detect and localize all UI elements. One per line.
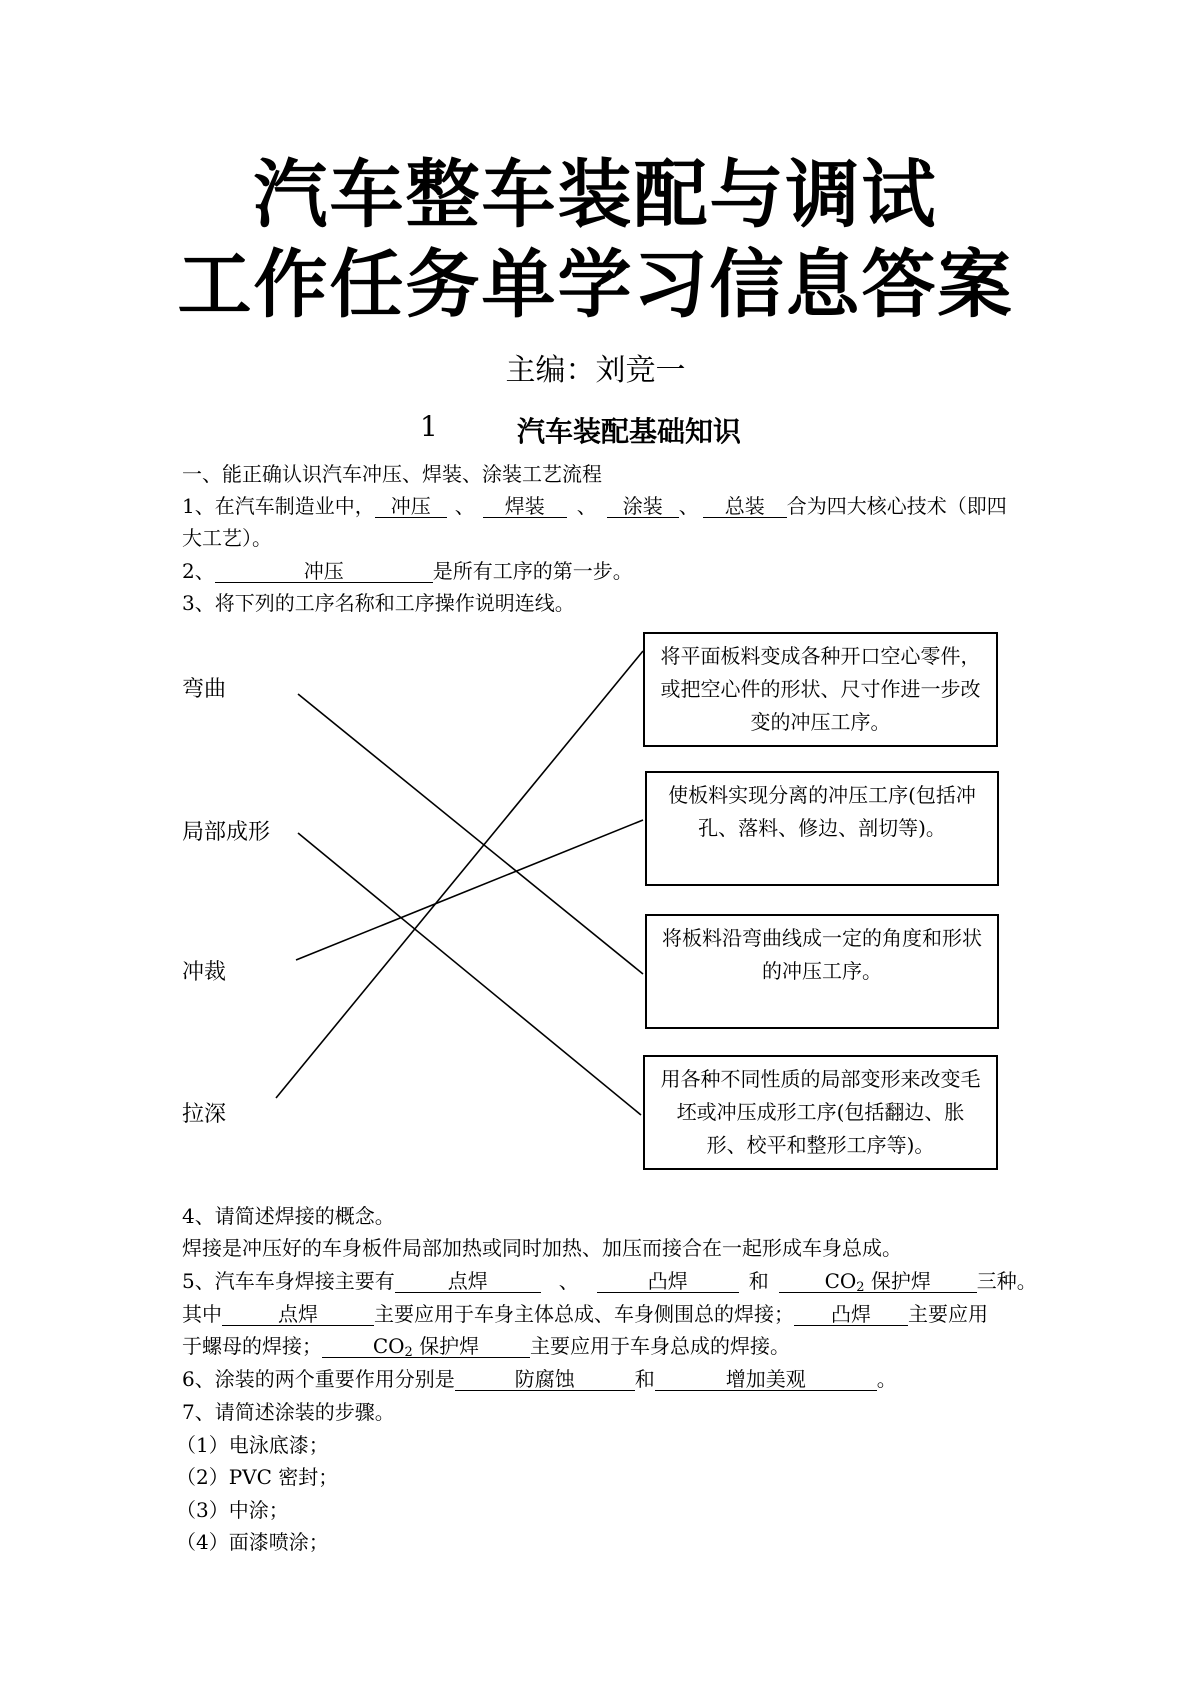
q6-suffix: 。 xyxy=(876,1367,897,1391)
q1-sep-3: 、 xyxy=(678,494,699,518)
question-1-continued: 大工艺）。 xyxy=(182,526,272,550)
process-label-local-forming: 局部成形 xyxy=(182,820,271,845)
q5-and: 和 xyxy=(748,1269,769,1293)
process-label-blanking: 冲裁 xyxy=(182,960,227,985)
q5-line3-suffix: 主要应用于车身总成的焊接。 xyxy=(530,1334,790,1358)
description-box-1: 将平面板料变成各种开口空心零件，或把空心件的形状、尺寸作进一步改变的冲压工序。 xyxy=(643,632,998,747)
q5-answer-4: 点焊 xyxy=(222,1304,374,1326)
q5-line3-prefix: 于螺母的焊接； xyxy=(182,1334,322,1358)
q1-answer-2: 焊装 xyxy=(483,496,567,518)
q6-prefix: 6、涂装的两个重要作用分别是 xyxy=(182,1367,455,1391)
document-title-line2: 工作任务单学习信息答案 xyxy=(177,242,1014,328)
line-blanking-to-box2 xyxy=(296,820,643,960)
q5-answer-3: $CO_2$ 保护焊 xyxy=(779,1271,977,1293)
question-5-line-3 xyxy=(182,1336,790,1358)
q1-sep-2: 、 xyxy=(576,494,597,518)
q5-answer-5: 凸焊 xyxy=(794,1304,908,1326)
q7-step-3: （3）中涂； xyxy=(176,1498,289,1522)
question-5 xyxy=(182,1271,1037,1293)
q2-answer: 冲压 xyxy=(215,561,433,583)
q5-answer-1: 点焊 xyxy=(395,1271,541,1293)
q5-answer-2: 凸焊 xyxy=(597,1271,739,1293)
q7-step-2: （2）PVC 密封； xyxy=(176,1465,339,1489)
q5-line2-suffix: 主要应用 xyxy=(908,1302,988,1326)
question-5-line-2 xyxy=(182,1304,988,1326)
q1-answer-1: 冲压 xyxy=(375,496,447,518)
description-box-3: 将板料沿弯曲线成一定的角度和形状的冲压工序。 xyxy=(645,914,999,1029)
q1-sep-1: 、 xyxy=(454,494,475,518)
q5-sep: 、 xyxy=(558,1269,579,1293)
q6-and: 和 xyxy=(634,1367,655,1391)
q1-answer-4: 总装 xyxy=(703,496,787,518)
editor-credit: 主编：刘竞一 xyxy=(505,353,686,388)
q5-answer-6: $CO_2$ 保护焊 xyxy=(322,1336,530,1358)
q5-suffix: 三种。 xyxy=(976,1269,1037,1293)
question-6 xyxy=(182,1369,897,1391)
question-7: 7、请简述涂装的步骤。 xyxy=(182,1400,395,1424)
q1-suffix: 合为四大核心技术（即四 xyxy=(786,494,1007,518)
question-3: 3、将下列的工序名称和工序操作说明连线。 xyxy=(182,591,575,615)
q6-answer-2: 增加美观 xyxy=(655,1369,877,1391)
q2-prefix: 2、 xyxy=(182,559,215,583)
q5-prefix: 5、汽车车身焊接主要有 xyxy=(182,1269,395,1293)
line-local-forming-to-box4 xyxy=(298,833,641,1115)
question-4-answer: 焊接是冲压好的车身板件局部加热或同时加热、加压而接合在一起形成车身总成。 xyxy=(182,1236,902,1260)
q5-line2-mid: 主要应用于车身主体总成、车身侧围总的焊接； xyxy=(374,1302,794,1326)
question-4: 4、请简述焊接的概念。 xyxy=(182,1204,395,1228)
description-box-2: 使板料实现分离的冲压工序(包括冲孔、落料、修边、剖切等)。 xyxy=(645,771,999,886)
line-drawing-to-box1 xyxy=(276,651,643,1098)
q1-answer-3: 涂装 xyxy=(607,496,679,518)
chapter-title: 汽车装配基础知识 xyxy=(517,415,742,448)
q5-line2-prefix: 其中 xyxy=(182,1302,222,1326)
q6-answer-1: 防腐蚀 xyxy=(455,1369,635,1391)
description-box-4: 用各种不同性质的局部变形来改变毛坯或冲压成形工序(包括翻边、胀形、校平和整形工序等)。 xyxy=(643,1055,998,1170)
chapter-number: 1 xyxy=(420,410,438,443)
q2-suffix: 是所有工序的第一步。 xyxy=(432,559,633,583)
q1-prefix: 1、在汽车制造业中， xyxy=(182,494,375,518)
process-label-drawing: 拉深 xyxy=(182,1102,227,1127)
line-bend-to-box3 xyxy=(298,694,643,974)
q7-step-4: （4）面漆喷涂； xyxy=(176,1530,329,1554)
q7-step-1: （1）电泳底漆； xyxy=(176,1433,329,1457)
document-title-line1: 汽车整车装配与调试 xyxy=(253,152,938,238)
process-label-bending: 弯曲 xyxy=(182,677,227,702)
section-heading: 一、能正确认识汽车冲压、焊装、涂装工艺流程 xyxy=(182,462,602,486)
